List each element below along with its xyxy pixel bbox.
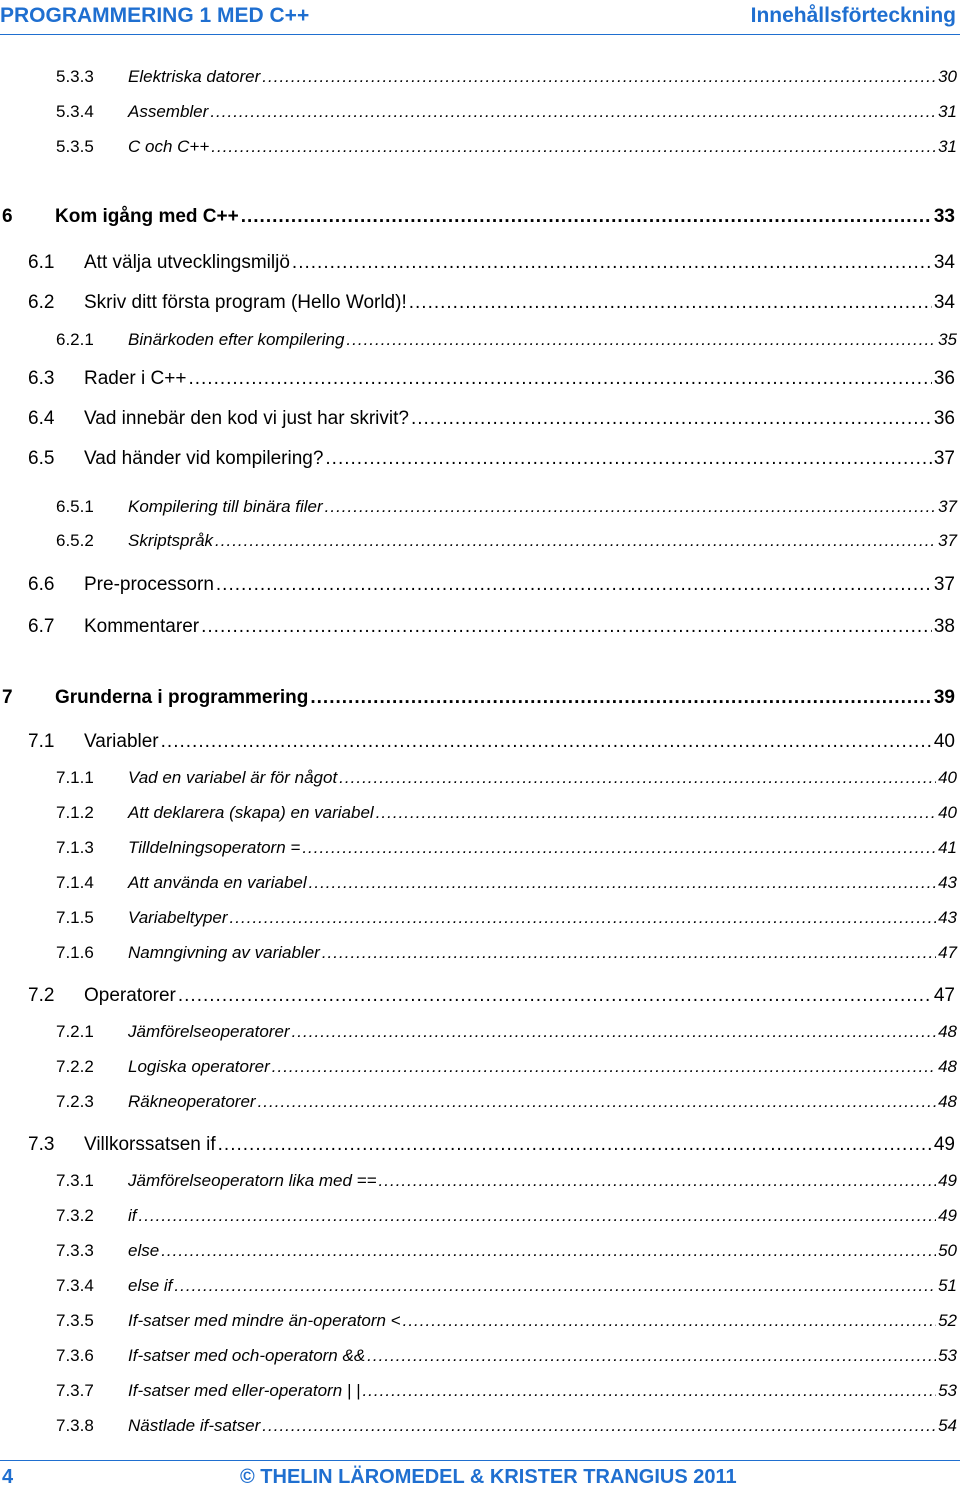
- toc-entry-number: 6.1: [28, 252, 55, 273]
- toc-entry-number: 7.1.2: [56, 803, 94, 822]
- dot-leader: [292, 1023, 937, 1040]
- dot-leader: [411, 409, 932, 428]
- toc-entry-page: 53: [938, 1381, 957, 1400]
- toc-entry-number: 7.2.2: [56, 1057, 94, 1076]
- toc-entry-number: 7.1.1: [56, 768, 94, 787]
- toc-entry-title: If-satser med och-operatorn &&: [128, 1346, 366, 1365]
- toc-entry-page: 54: [938, 1416, 957, 1435]
- toc-entry-number: 6.5.1: [56, 497, 94, 516]
- toc-entry-page: 48: [938, 1092, 957, 1111]
- toc-entry-number: 5.3.3: [56, 67, 94, 86]
- toc-entry[interactable]: [0, 1023, 957, 1040]
- toc-entry-page: 34: [933, 252, 955, 273]
- toc-entry-page: 35: [938, 330, 957, 349]
- toc-entry-title: Logiska operatorer: [128, 1057, 270, 1076]
- toc-entry-number: 7.3.1: [56, 1171, 94, 1190]
- toc-entry-title: Namngivning av variabler: [128, 943, 320, 962]
- toc-entry-number: 6.5.2: [56, 531, 94, 550]
- toc-entry-title: Tilldelningsoperatorn =: [128, 838, 301, 857]
- toc-entry[interactable]: [0, 1347, 957, 1364]
- toc-entry-page: 31: [938, 137, 957, 156]
- dot-leader: [241, 207, 932, 226]
- toc-entry[interactable]: [0, 874, 957, 891]
- toc-entry-title: Pre-processorn: [84, 574, 214, 595]
- toc-entry[interactable]: [0, 804, 957, 821]
- toc-entry[interactable]: [0, 839, 957, 856]
- book-title: PROGRAMMERING 1 MED C++: [0, 4, 310, 27]
- toc-entry-page: 52: [938, 1311, 957, 1330]
- toc-entry-title: Räkneoperatorer: [128, 1092, 256, 1111]
- toc-entry-page: 47: [938, 943, 957, 962]
- toc-entry[interactable]: [0, 498, 957, 515]
- toc-entry-title: Rader i C++: [84, 368, 187, 389]
- toc-entry[interactable]: [0, 986, 955, 1005]
- toc-entry-page: 50: [938, 1241, 957, 1260]
- toc-entry-title: Kommentarer: [84, 616, 200, 637]
- page-number: 4: [2, 1466, 14, 1488]
- toc-entry-page: 37: [933, 448, 955, 469]
- toc-entry[interactable]: [0, 1312, 957, 1329]
- toc-entry-number: 7: [2, 687, 13, 708]
- toc-entry-title: Variabeltyper: [128, 908, 228, 927]
- toc-entry[interactable]: [0, 207, 955, 226]
- toc-entry[interactable]: [0, 409, 955, 428]
- section-title: Innehållsförteckning: [750, 4, 956, 27]
- copyright-notice: © THELIN LÄROMEDEL & KRISTER TRANGIUS 2011: [240, 1466, 737, 1488]
- toc-entry-page: 38: [933, 616, 955, 637]
- toc-entry-title: Variabler: [84, 731, 159, 752]
- toc-entry-number: 7.3.2: [56, 1206, 94, 1225]
- toc-entry-number: 6.6: [28, 574, 55, 595]
- dot-leader: [201, 617, 932, 636]
- dot-leader: [322, 944, 936, 961]
- dot-leader: [272, 1058, 936, 1075]
- toc-entry-page: 41: [938, 838, 957, 857]
- toc-entry[interactable]: [0, 909, 957, 926]
- toc-entry[interactable]: [0, 769, 957, 786]
- toc-entry-page: 37: [938, 531, 957, 550]
- toc-entry[interactable]: [0, 449, 955, 468]
- toc-entry-number: 7.3: [28, 1134, 55, 1155]
- toc-entry-page: 39: [933, 687, 955, 708]
- toc-entry-number: 6.7: [28, 616, 55, 637]
- dot-leader: [211, 138, 936, 155]
- toc-entry[interactable]: [0, 369, 955, 388]
- toc-entry[interactable]: [0, 1135, 955, 1154]
- dot-leader: [161, 732, 932, 751]
- toc-entry-number: 5.3.5: [56, 137, 94, 156]
- dot-leader: [292, 253, 932, 272]
- dot-leader: [174, 1277, 936, 1294]
- toc-entry-number: 7.3.7: [56, 1381, 94, 1400]
- toc-entry-page: 36: [933, 368, 955, 389]
- toc-entry-title: else if: [128, 1276, 173, 1295]
- toc-entry-title: Kompilering till binära filer: [128, 497, 323, 516]
- toc-entry-title: Vad händer vid kompilering?: [84, 448, 324, 469]
- toc-entry-page: 47: [933, 985, 955, 1006]
- toc-entry-page: 49: [938, 1171, 957, 1190]
- toc-entry[interactable]: [0, 1417, 957, 1434]
- dot-leader: [178, 986, 932, 1005]
- toc-entry-title: Att deklarera (skapa) en variabel: [128, 803, 374, 822]
- toc-entry-page: 33: [933, 206, 955, 227]
- dot-leader: [309, 874, 936, 891]
- toc-entry-title: Villkorssatsen if: [84, 1134, 216, 1155]
- toc-entry-title: else: [128, 1241, 160, 1260]
- toc-entry[interactable]: [0, 1242, 957, 1259]
- toc-entry-number: 7.1.4: [56, 873, 94, 892]
- toc-entry-number: 7.1.3: [56, 838, 94, 857]
- toc-entry-number: 5.3.4: [56, 102, 94, 121]
- toc-entry-number: 7.2.3: [56, 1092, 94, 1111]
- dot-leader: [262, 68, 936, 85]
- dot-leader: [409, 293, 932, 312]
- toc-entry-number: 7.1.5: [56, 908, 94, 927]
- dot-leader: [216, 575, 932, 594]
- dot-leader: [188, 369, 931, 388]
- toc-entry-title: Att använda en variabel: [128, 873, 307, 892]
- toc-entry-title: Skriv ditt första program (Hello World)!: [84, 292, 407, 313]
- toc-entry-page: 34: [933, 292, 955, 313]
- toc-entry-number: 7.1: [28, 731, 55, 752]
- toc-entry-number: 7.2.1: [56, 1022, 94, 1041]
- toc-entry[interactable]: [0, 68, 957, 85]
- toc-entry-number: 7.3.5: [56, 1311, 94, 1330]
- toc-entry[interactable]: [0, 331, 957, 348]
- toc-entry-title: Skriptspråk: [128, 531, 214, 550]
- toc-entry-page: 40: [938, 768, 957, 787]
- toc-entry[interactable]: [0, 138, 957, 155]
- dot-leader: [210, 103, 936, 120]
- toc-entry[interactable]: [0, 944, 957, 961]
- dot-leader: [376, 804, 936, 821]
- toc-entry-title: Grunderna i programmering: [55, 687, 309, 708]
- toc-entry[interactable]: [0, 532, 957, 549]
- toc-entry[interactable]: [0, 617, 955, 636]
- toc-entry-title: Binärkoden efter kompilering: [128, 330, 345, 349]
- toc-entry-number: 6.2.1: [56, 330, 94, 349]
- toc-entry-title: Kom igång med C++: [55, 206, 239, 227]
- toc-entry-page: 31: [938, 102, 957, 121]
- toc-entry-title: Jämförelseoperatorer: [128, 1022, 290, 1041]
- toc-entry-page: 37: [938, 497, 957, 516]
- dot-leader: [161, 1242, 936, 1259]
- toc-entry-number: 6.4: [28, 408, 55, 429]
- toc-entry[interactable]: [0, 1277, 957, 1294]
- toc-entry-page: 43: [938, 873, 957, 892]
- toc-entry-page: 49: [938, 1206, 957, 1225]
- toc-entry[interactable]: [0, 1058, 957, 1075]
- toc-entry-page: 36: [933, 408, 955, 429]
- toc-entry-page: 48: [938, 1022, 957, 1041]
- toc-entry-number: 6.3: [28, 368, 55, 389]
- toc-entry[interactable]: [0, 103, 957, 120]
- toc-entry-page: 49: [933, 1134, 955, 1155]
- dot-leader: [310, 688, 931, 707]
- toc-entry-number: 7.3.8: [56, 1416, 94, 1435]
- dot-leader: [262, 1417, 936, 1434]
- toc-entry[interactable]: [0, 1382, 957, 1399]
- toc-entry-title: Vad innebär den kod vi just har skrivit?: [84, 408, 409, 429]
- toc-entry[interactable]: [0, 575, 955, 594]
- toc-entry-title: Nästlade if-satser: [128, 1416, 261, 1435]
- toc-entry[interactable]: [0, 688, 955, 707]
- toc-entry-title: C och C++: [128, 137, 210, 156]
- dot-leader: [403, 1312, 936, 1329]
- toc-entry-title: Elektriska datorer: [128, 67, 261, 86]
- toc-entry-title: If-satser med eller-operatorn | |: [128, 1381, 361, 1400]
- toc-entry-number: 7.3.6: [56, 1346, 94, 1365]
- dot-leader: [302, 839, 936, 856]
- toc-entry-page: 51: [938, 1276, 957, 1295]
- toc-entry-title: If-satser med mindre än-operatorn <: [128, 1311, 401, 1330]
- footer-divider: [0, 1460, 960, 1461]
- toc-entry-page: 48: [938, 1057, 957, 1076]
- toc-entry-title: Operatorer: [84, 985, 176, 1006]
- dot-leader: [346, 331, 936, 348]
- toc-entry-number: 6.2: [28, 292, 55, 313]
- dot-leader: [362, 1382, 936, 1399]
- dot-leader: [215, 532, 936, 549]
- toc-entry-number: 7.3.4: [56, 1276, 94, 1295]
- toc-entry-page: 53: [938, 1346, 957, 1365]
- toc-entry[interactable]: [0, 1172, 957, 1189]
- toc-entry-title: Jämförelseoperatorn lika med ==: [128, 1171, 377, 1190]
- toc-entry[interactable]: [0, 1093, 957, 1110]
- toc-entry-number: 6.5: [28, 448, 55, 469]
- toc-entry[interactable]: [0, 1207, 957, 1224]
- toc-entry-title: Vad en variabel är för något: [128, 768, 338, 787]
- dot-leader: [379, 1172, 937, 1189]
- toc-entry-number: 7.3.3: [56, 1241, 94, 1260]
- dot-leader: [258, 1093, 937, 1110]
- toc-entry-page: 40: [938, 803, 957, 822]
- toc-entry[interactable]: [0, 732, 955, 751]
- toc-entry-title: Assembler: [128, 102, 209, 121]
- toc-entry-number: 7.1.6: [56, 943, 94, 962]
- toc-entry-page: 40: [933, 731, 955, 752]
- toc-entry-number: 7.2: [28, 985, 55, 1006]
- toc-entry-page: 43: [938, 908, 957, 927]
- dot-leader: [139, 1207, 937, 1224]
- dot-leader: [218, 1135, 932, 1154]
- dot-leader: [230, 909, 937, 926]
- toc-entry-title: if: [128, 1206, 137, 1225]
- dot-leader: [367, 1347, 936, 1364]
- toc-entry[interactable]: [0, 293, 955, 312]
- dot-leader: [325, 498, 936, 515]
- toc-entry-page: 37: [933, 574, 955, 595]
- toc-entry-page: 30: [938, 67, 957, 86]
- toc-entry[interactable]: [0, 253, 955, 272]
- dot-leader: [325, 449, 931, 468]
- toc-entry-number: 6: [2, 206, 13, 227]
- dot-leader: [339, 769, 936, 786]
- toc-entry-title: Att välja utvecklingsmiljö: [84, 252, 290, 273]
